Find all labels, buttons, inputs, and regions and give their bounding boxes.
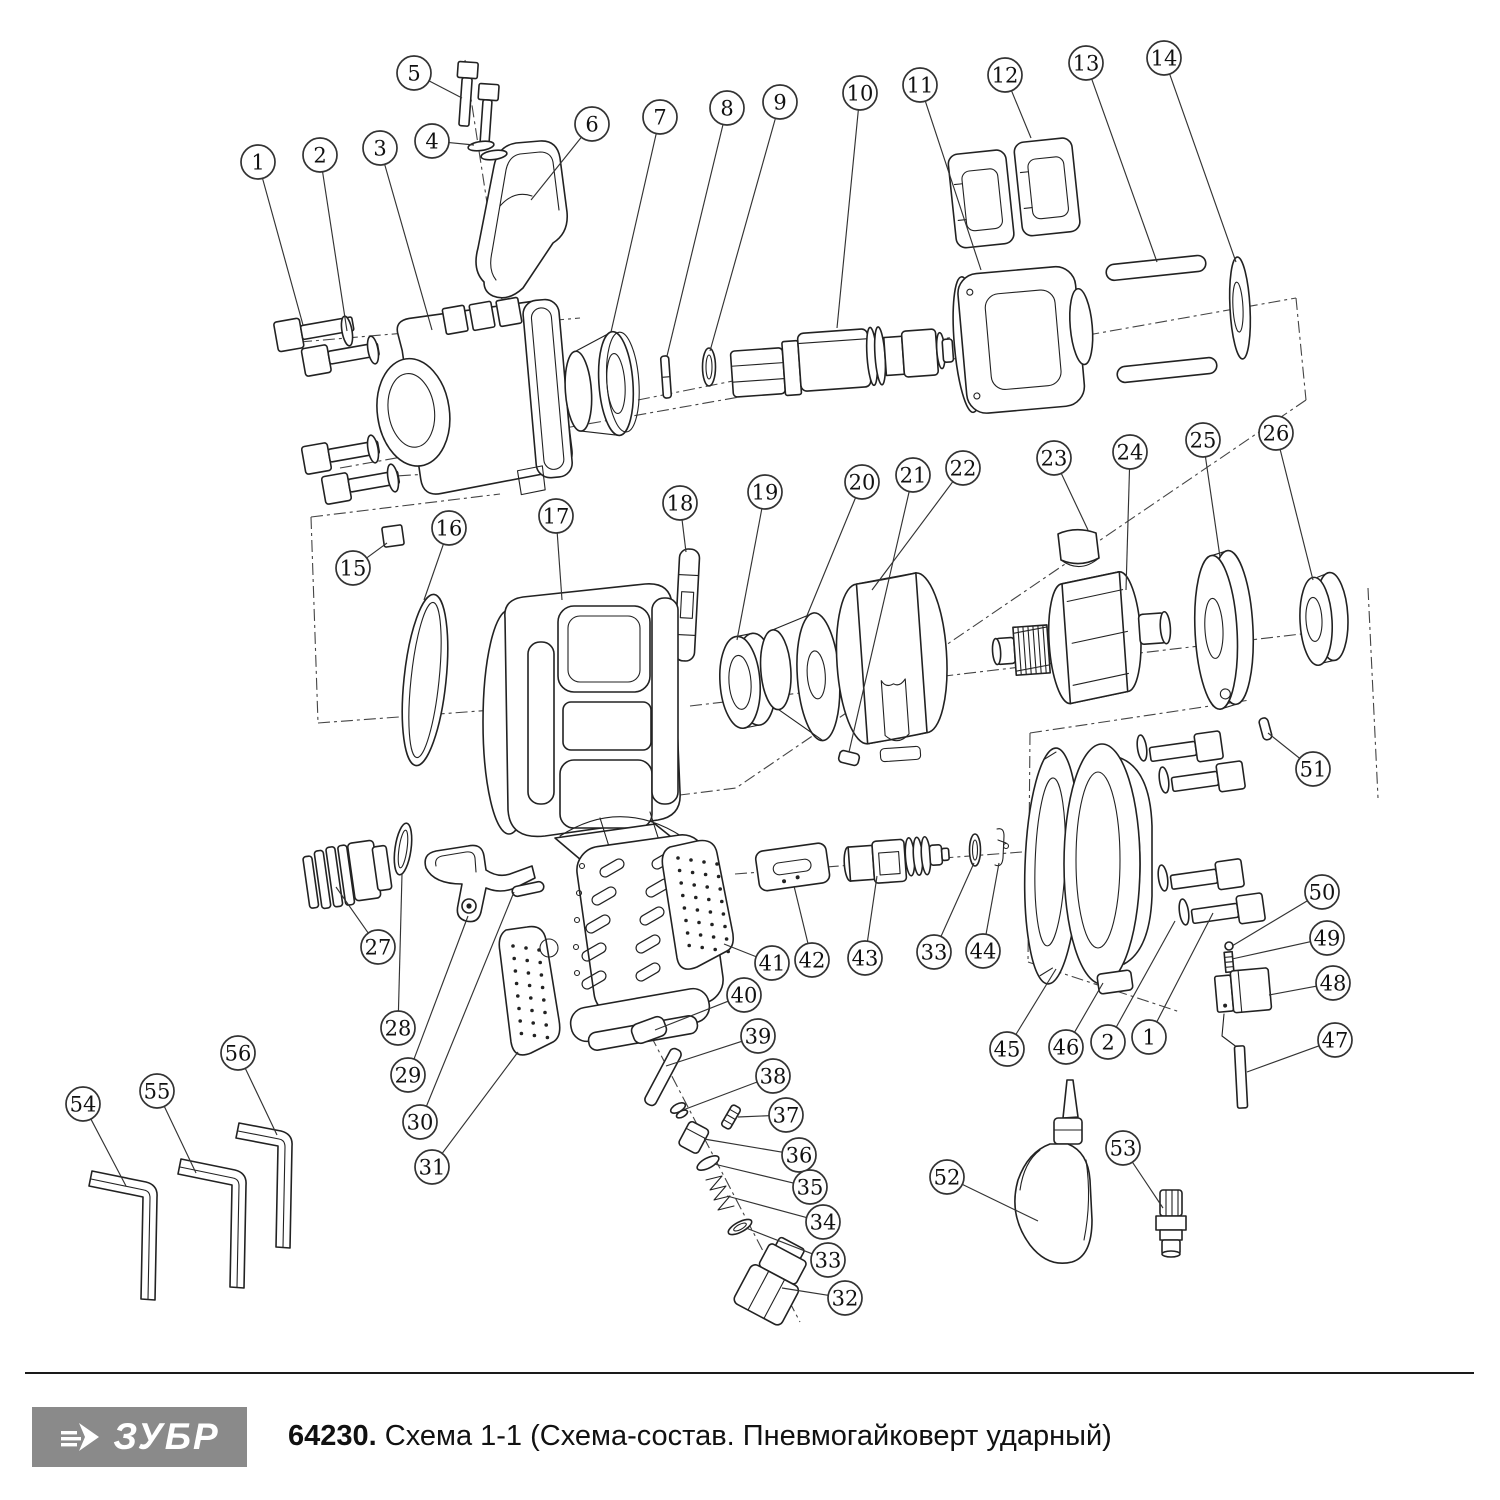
oil-plug-48: [1214, 968, 1271, 1015]
svg-text:46: 46: [1052, 1035, 1080, 1060]
balloon-30-29: [403, 892, 514, 1139]
svg-text:17: 17: [542, 504, 570, 529]
svg-text:41: 41: [758, 951, 786, 976]
svg-text:18: 18: [666, 491, 694, 516]
balloon-34-42: [727, 1196, 840, 1239]
valve-spool-43: [843, 835, 951, 885]
diagram-caption: [288, 1420, 1112, 1453]
svg-text:55: 55: [143, 1079, 171, 1104]
svg-text:24: 24: [1116, 440, 1144, 465]
washer-14: [1227, 257, 1252, 360]
oring-28: [391, 822, 414, 876]
balloon-51-49: [1268, 733, 1330, 786]
air-nipple-53: [1156, 1190, 1186, 1257]
svg-text:51: 51: [1299, 757, 1327, 782]
oring-33-upper: [970, 834, 981, 866]
svg-text:6: 6: [585, 112, 599, 137]
balloon-29-28: [391, 916, 468, 1092]
svg-text:7: 7: [653, 105, 667, 130]
end-plate-20: [757, 611, 844, 744]
spring-49: [1224, 952, 1234, 973]
motor-plate-11: [948, 264, 1099, 416]
balloon-24-23: [1113, 435, 1147, 590]
balloon-56-58: [221, 1036, 277, 1135]
model-code: 64230.: [288, 1420, 377, 1452]
svg-text:33: 33: [920, 940, 948, 965]
balloon-35-41: [714, 1164, 827, 1204]
balloon-3-2: [363, 131, 432, 330]
svg-text:5: 5: [407, 61, 421, 86]
balloon-41-31: [724, 944, 789, 980]
rotor-24: [988, 569, 1175, 709]
clutch-housing: [368, 295, 574, 499]
svg-text:42: 42: [798, 948, 826, 973]
svg-text:20: 20: [848, 470, 876, 495]
svg-text:9: 9: [773, 90, 787, 115]
balloon-23-22: [1037, 441, 1088, 530]
svg-text:1: 1: [1142, 1025, 1156, 1050]
balloon-14-13: [1147, 41, 1236, 262]
svg-text:33: 33: [814, 1248, 842, 1273]
rod-39: [643, 1047, 683, 1107]
washers-4: [468, 140, 508, 162]
svg-text:10: 10: [846, 81, 874, 106]
svg-text:56: 56: [224, 1041, 252, 1066]
balloon-7-6: [611, 100, 677, 332]
balloon-48-52: [1269, 966, 1350, 1000]
svg-text:11: 11: [906, 73, 934, 98]
balloon-42-32: [794, 886, 829, 977]
svg-text:19: 19: [751, 480, 779, 505]
svg-text:12: 12: [991, 63, 1019, 88]
balloon-13-12: [1069, 46, 1157, 262]
bearing-26: [1298, 572, 1351, 666]
motor-housing-17: [483, 584, 698, 866]
balloon-25-24: [1186, 423, 1220, 557]
balloon-8-7: [667, 91, 744, 356]
svg-text:37: 37: [772, 1103, 800, 1128]
balloon-10-9: [837, 76, 877, 328]
pins-13: [1105, 255, 1217, 383]
svg-text:32: 32: [831, 1286, 859, 1311]
balloon-26-25: [1259, 416, 1313, 580]
cylinder-22: [831, 571, 954, 764]
svg-text:13: 13: [1072, 51, 1100, 76]
brand-name: ЗУБР: [113, 1416, 220, 1457]
bar-47: [1222, 1014, 1248, 1108]
balloon-5-4: [397, 56, 462, 98]
hex-key-55: [178, 1159, 246, 1288]
reverse-valve-10: [729, 322, 955, 399]
svg-text:3: 3: [373, 136, 387, 161]
oring-33-lower: [726, 1216, 754, 1237]
balloon-36-40: [704, 1138, 816, 1172]
svg-text:22: 22: [949, 456, 977, 481]
balloon-55-57: [140, 1074, 196, 1173]
svg-text:29: 29: [394, 1063, 422, 1088]
svg-text:1: 1: [251, 150, 265, 175]
svg-text:16: 16: [435, 516, 463, 541]
svg-text:38: 38: [759, 1064, 787, 1089]
oring-16: [395, 592, 455, 767]
footer-divider: [25, 1372, 1474, 1374]
svg-text:53: 53: [1109, 1136, 1137, 1161]
clamp-rings-12: [947, 137, 1081, 249]
svg-text:49: 49: [1313, 926, 1341, 951]
svg-text:28: 28: [384, 1016, 412, 1041]
disc-35: [695, 1153, 721, 1173]
svg-text:54: 54: [69, 1092, 97, 1117]
grip-pad-31: [499, 927, 560, 1055]
svg-text:48: 48: [1319, 971, 1347, 996]
svg-text:50: 50: [1308, 880, 1336, 905]
svg-text:15: 15: [339, 556, 367, 581]
balloon-18-17: [663, 486, 697, 552]
svg-text:2: 2: [1101, 1030, 1115, 1055]
balloon-19-18: [737, 475, 782, 640]
pin-51: [1258, 717, 1272, 741]
svg-text:21: 21: [899, 463, 927, 488]
svg-text:8: 8: [720, 96, 734, 121]
svg-text:43: 43: [851, 946, 879, 971]
oring-9: [703, 348, 716, 386]
balloon-43-33: [848, 876, 882, 975]
clip-44: [995, 829, 1009, 866]
svg-text:34: 34: [809, 1210, 837, 1235]
balloon-37-39: [738, 1098, 803, 1132]
vane-23: [1058, 530, 1099, 567]
balloon-17-16: [539, 499, 573, 600]
svg-text:26: 26: [1262, 421, 1290, 446]
handle-cover: [476, 141, 567, 298]
screws-right: [1136, 731, 1266, 931]
balloon-4-3: [415, 124, 474, 158]
svg-text:2: 2: [313, 143, 327, 168]
svg-text:31: 31: [418, 1155, 446, 1180]
svg-text:47: 47: [1321, 1028, 1349, 1053]
svg-text:27: 27: [364, 935, 392, 960]
balloon-49-51: [1232, 921, 1344, 959]
balloon-47-53: [1247, 1023, 1352, 1072]
bushing-7: [561, 330, 642, 439]
pin-21: [838, 750, 860, 766]
balloon-16-15: [424, 511, 466, 600]
svg-text:39: 39: [744, 1024, 772, 1049]
hex-key-54: [89, 1171, 157, 1300]
balloon-53-55: [1106, 1131, 1163, 1208]
balloon-44-35: [966, 863, 1000, 968]
svg-text:36: 36: [785, 1143, 813, 1168]
sleeve-42: [755, 842, 831, 891]
svg-text:45: 45: [993, 1037, 1021, 1062]
oil-bottle-52: [1015, 1080, 1092, 1263]
pin-8: [661, 356, 672, 398]
balloon-15-14: [336, 543, 387, 585]
air-inlet-27: [302, 838, 394, 910]
svg-text:23: 23: [1040, 446, 1068, 471]
hammer-cage-46: [1064, 744, 1152, 994]
svg-text:25: 25: [1189, 428, 1217, 453]
svg-text:44: 44: [969, 939, 997, 964]
svg-text:40: 40: [730, 983, 758, 1008]
footer: [0, 1372, 1500, 1500]
spring-34: [706, 1176, 734, 1210]
balloon-12-11: [988, 58, 1031, 138]
balloon-2-1: [303, 138, 347, 331]
zubr-logo: [32, 1407, 247, 1467]
svg-text:4: 4: [425, 129, 439, 154]
spline-teeth: [1013, 625, 1050, 675]
caption-text: Схема 1-1 (Схема-состав. Пневмогайковерт ударный): [376, 1420, 1112, 1452]
valve-seat-36: [678, 1120, 710, 1154]
trigger-29: [425, 845, 535, 921]
ball-50: [1225, 942, 1233, 950]
balloon-1-0: [241, 145, 303, 325]
end-plate-25: [1191, 549, 1257, 710]
svg-text:35: 35: [796, 1175, 824, 1200]
svg-text:14: 14: [1150, 46, 1178, 71]
svg-text:30: 30: [406, 1110, 434, 1135]
zubr-arrow-icon: [59, 1417, 107, 1457]
svg-text:52: 52: [933, 1165, 961, 1190]
balloon-layer: [66, 41, 1352, 1315]
inlet-nut-32: [732, 1231, 817, 1327]
